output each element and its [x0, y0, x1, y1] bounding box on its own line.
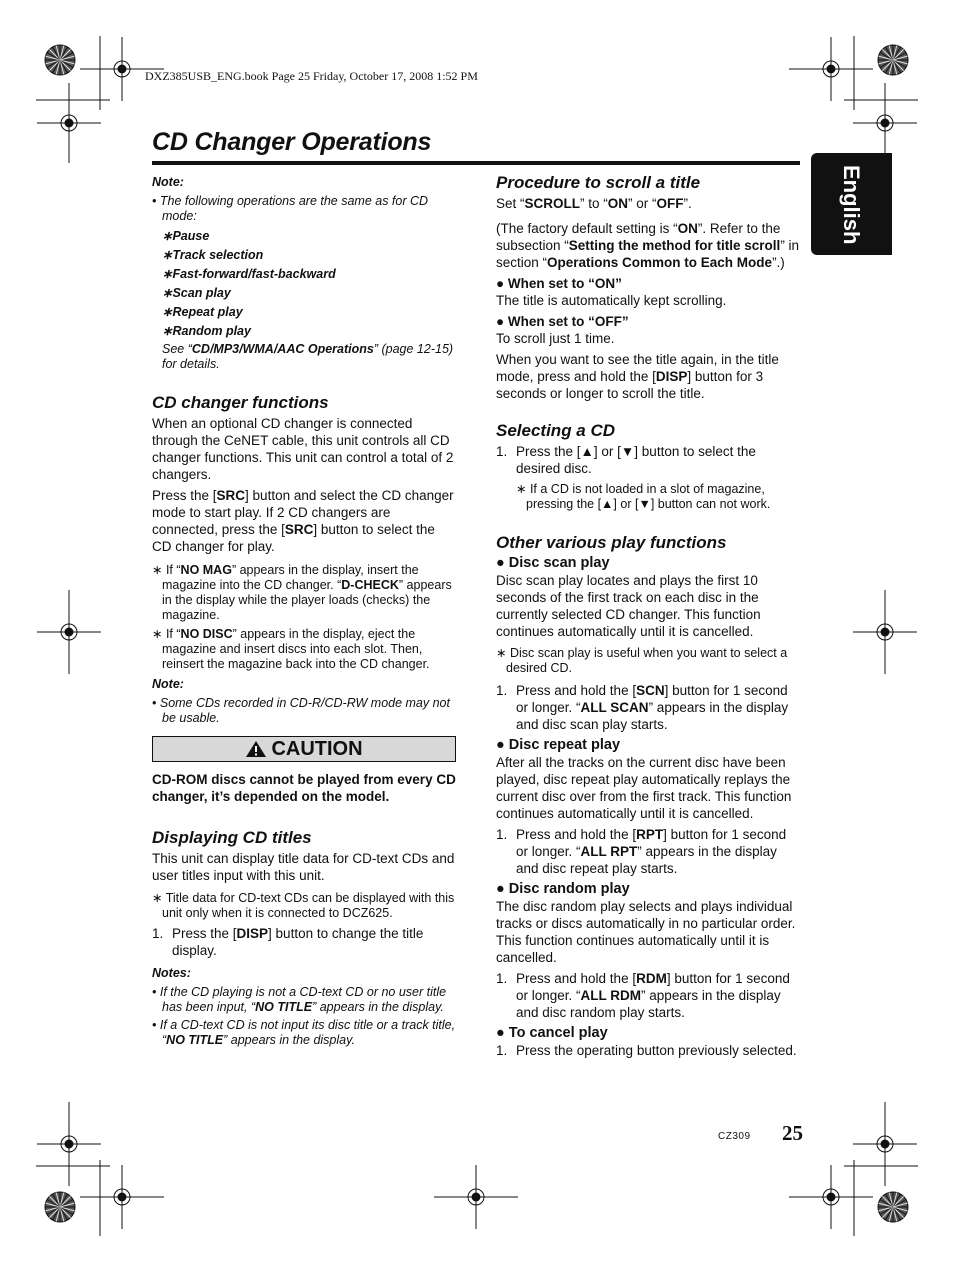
page-title: CD Changer Operations: [152, 128, 432, 156]
down-arrow-icon: ▼: [620, 444, 635, 459]
subheading-disc-random: ● Disc random play: [496, 881, 630, 897]
left-column: [152, 174, 456, 1051]
note-text: • The following operations are the same as for CD mode:: [152, 194, 429, 223]
section-heading-changer-functions: CD changer functions: [152, 393, 329, 412]
right-column: [496, 174, 800, 1059]
caution-banner: [152, 736, 456, 762]
asterisk-note: ∗ Title data for CD-text CDs can be displayed with this unit only when it is connected to DCZ625.: [152, 891, 455, 920]
section-heading-scroll-title: Procedure to scroll a title: [496, 173, 701, 192]
paragraph: This unit can display title data for CD-text CDs and user titles input with this unit.: [152, 851, 455, 883]
section-heading-other-functions: Other various play functions: [496, 533, 727, 552]
note-text: • If a CD-text CD is not input its disc title or a track title, “NO TITLE” appears in the display.: [152, 1018, 456, 1047]
asterisk-note: ∗ Disc scan play is useful when you want to select a desired CD.: [496, 646, 788, 675]
note-item: ∗Pause: [162, 229, 210, 243]
note-text: • If the CD playing is not a CD-text CD or no user title has been input, “NO TITLE” appears in the display.: [152, 985, 447, 1014]
note-item: ∗Fast-forward/fast-backward: [162, 267, 336, 281]
paragraph: To scroll just 1 time.: [496, 331, 615, 346]
up-arrow-icon: ▲: [580, 444, 594, 459]
note-label: Note:: [152, 175, 184, 189]
step-item: 1. Press and hold the [RPT] button for 1 second or longer. “ALL RPT” appears in the display and disc repeat play starts.: [496, 827, 787, 876]
asterisk-note: ∗ If “NO MAG” appears in the display, insert the magazine into the CD changer. “D-CHECK” appears in the display while the player loads (checks) the magazine.: [152, 563, 452, 622]
section-heading-selecting-cd: Selecting a CD: [496, 421, 616, 440]
notes-label: Notes:: [152, 966, 191, 980]
warning-triangle-icon: [245, 740, 267, 758]
subheading-disc-scan: ● Disc scan play: [496, 555, 610, 571]
asterisk-note: ∗ If a CD is not loaded in a slot of magazine, pressing the [▲] or [▼] button can not work.: [516, 482, 771, 511]
caution-label: CAUTION: [271, 737, 363, 760]
language-side-tab: [811, 153, 892, 255]
up-arrow-icon: ▲: [601, 497, 614, 511]
paragraph: The disc random play selects and plays individual tracks or discs automatically in no particular order. This function continues automatically until it is cancelled.: [496, 899, 796, 965]
step-item: 1. Press the operating button previously selected.: [496, 1043, 797, 1058]
subheading-cancel-play: ● To cancel play: [496, 1025, 608, 1041]
asterisk-note: ∗ If “NO DISC” appears in the display, eject the magazine and insert discs into each slot. Then, reinsert the magazine back into the CD changer.: [152, 627, 430, 671]
note-text: • Some CDs recorded in CD-R/CD-RW mode may not be usable.: [152, 696, 450, 725]
step-item: 1. Press and hold the [SCN] button for 1 second or longer. “ALL SCAN” appears in the display and disc scan play starts.: [496, 683, 789, 732]
note-item: ∗Repeat play: [162, 305, 243, 319]
step-item: 1. Press and hold the [RDM] button for 1 second or longer. “ALL RDM” appears in the display and disc random play starts.: [496, 971, 790, 1020]
paragraph: After all the tracks on the current disc have been played, disc repeat play automatically replays the current disc over from the first track. This function continues automatically until it is cancelled.: [496, 755, 792, 821]
paragraph: (The factory default setting is “ON”. Refer to the subsection “Setting the method for title scroll” in section “Operations Common to Each Mode”.): [496, 221, 800, 270]
paragraph: Disc scan play locates and plays the first 10 seconds of the first track on each disc in the currently selected CD changer. This function continues automatically until it is cancelled.: [496, 573, 761, 639]
down-arrow-icon: ▼: [638, 497, 651, 511]
caution-text: CD-ROM discs cannot be played from every CD changer, it’s depended on the model.: [152, 772, 456, 804]
paragraph: When you want to see the title again, in the title mode, press and hold the [DISP] button for 3 seconds or longer to scroll the title.: [496, 352, 779, 401]
step-item: 1. Press the [DISP] button to change the title display.: [152, 926, 424, 958]
paragraph: When an optional CD changer is connected through the CeNET cable, this unit controls all CD changer functions. This unit can control a total of 2 changers.: [152, 416, 454, 482]
paragraph: Press the [SRC] button and select the CD changer mode to start play. If 2 CD changers are connected, press the [SRC] button to select the CD changer for play.: [152, 488, 454, 554]
note-see-reference: See “CD/MP3/WMA/AAC Operations” (page 12-15) for details.: [162, 342, 454, 371]
subheading-disc-repeat: ● Disc repeat play: [496, 737, 621, 753]
page-number: 25: [782, 1121, 803, 1145]
subheading-when-on: ● When set to “ON”: [496, 276, 622, 291]
language-tab-label: English: [839, 165, 864, 245]
note-item: ∗Track selection: [162, 248, 264, 262]
title-rule: [152, 161, 800, 165]
file-header-line: DXZ385USB_ENG.book Page 25 Friday, October 17, 2008 1:52 PM: [145, 69, 478, 83]
note-item: ∗Random play: [162, 324, 251, 338]
paragraph: The title is automatically kept scrolling.: [496, 293, 727, 308]
note-item: ∗Scan play: [162, 286, 231, 300]
subheading-when-off: ● When set to “OFF”: [496, 314, 629, 329]
step-item: 1. Press the [▲] or [▼] button to select the desired disc.: [496, 444, 756, 476]
paragraph: Set “SCROLL” to “ON” or “OFF”.: [496, 196, 692, 211]
section-heading-displaying-titles: Displaying CD titles: [152, 828, 312, 847]
note-label: Note:: [152, 677, 184, 691]
model-code: CZ309: [718, 1131, 751, 1142]
note-item-list: [152, 227, 456, 341]
